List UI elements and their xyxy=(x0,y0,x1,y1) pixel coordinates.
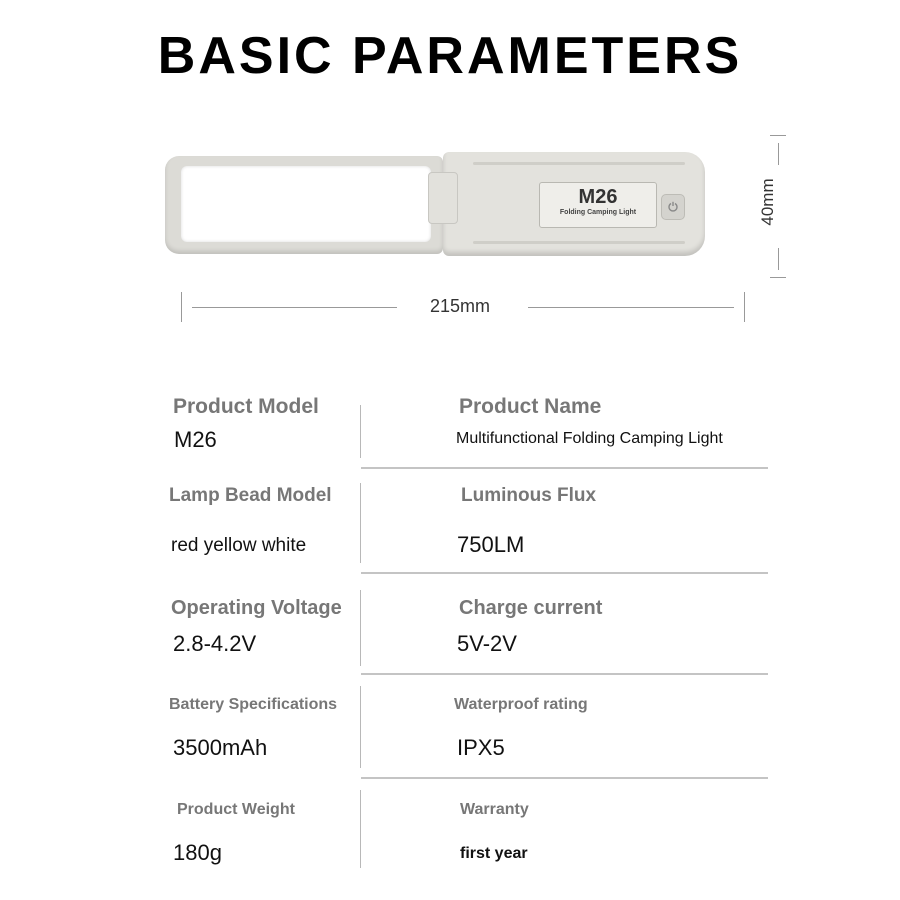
spec-label-luminous-flux: Luminous Flux xyxy=(461,485,597,506)
spec-label-product-model: Product Model xyxy=(173,395,319,418)
lamp-model-subtext: Folding Camping Light xyxy=(559,209,637,216)
spec-value-warranty: first year xyxy=(460,845,528,862)
spec-value-battery-specifications: 3500mAh xyxy=(173,735,268,760)
dimension-length: 215mm xyxy=(429,296,491,316)
spec-value-product-name: Multifunctional Folding Camping Light xyxy=(456,430,723,447)
spec-value-lamp-bead-model: red yellow white xyxy=(171,535,307,556)
column-divider xyxy=(360,590,361,666)
lamp-groove-top xyxy=(473,162,685,165)
lamp-groove-bottom xyxy=(473,241,685,244)
spec-label-battery-specifications: Battery Specifications xyxy=(169,696,338,713)
lamp-light-panel xyxy=(181,166,431,242)
spec-value-operating-voltage: 2.8-4.2V xyxy=(173,631,257,656)
lamp-hinge xyxy=(428,172,458,224)
lamp-body-section xyxy=(443,152,705,256)
power-icon xyxy=(661,194,685,220)
row-divider xyxy=(361,467,768,469)
page-title: BASIC PARAMETERS xyxy=(157,27,743,85)
spec-value-product-weight: 180g xyxy=(173,840,222,865)
spec-value-product-model: M26 xyxy=(174,427,217,452)
spec-value-luminous-flux: 750LM xyxy=(457,532,525,557)
column-divider xyxy=(360,790,361,868)
row-divider xyxy=(361,673,768,675)
column-divider xyxy=(360,686,361,768)
column-divider xyxy=(360,405,361,458)
spec-label-charge-current: Charge current xyxy=(459,597,603,619)
spec-label-waterproof-rating: Waterproof rating xyxy=(454,696,588,713)
row-divider xyxy=(361,572,768,574)
column-divider xyxy=(360,483,361,563)
spec-label-lamp-bead-model: Lamp Bead Model xyxy=(169,485,332,506)
row-divider xyxy=(361,777,768,779)
spec-label-product-weight: Product Weight xyxy=(177,801,295,818)
dimension-height-line-top xyxy=(778,143,779,165)
spec-label-warranty: Warranty xyxy=(460,801,529,818)
dimension-length-tick-left xyxy=(181,292,182,322)
lamp-model-text: M26 xyxy=(578,186,618,208)
spec-label-product-name: Product Name xyxy=(459,395,602,418)
lamp-light-panel-section xyxy=(165,156,443,254)
dimension-length-line-right xyxy=(528,307,734,308)
spec-value-charge-current: 5V-2V xyxy=(457,631,517,656)
dimension-length-tick-right xyxy=(744,292,745,322)
dimension-height-line-bottom xyxy=(778,248,779,270)
dimension-height: 40mm xyxy=(758,178,777,226)
dimension-height-tick-bottom xyxy=(770,277,786,278)
spec-value-waterproof-rating: IPX5 xyxy=(457,735,505,760)
spec-label-operating-voltage: Operating Voltage xyxy=(171,597,342,619)
lamp-model-label xyxy=(539,182,657,228)
dimension-length-line-left xyxy=(192,307,397,308)
product-image xyxy=(165,148,705,260)
dimension-height-tick-top xyxy=(770,135,786,136)
